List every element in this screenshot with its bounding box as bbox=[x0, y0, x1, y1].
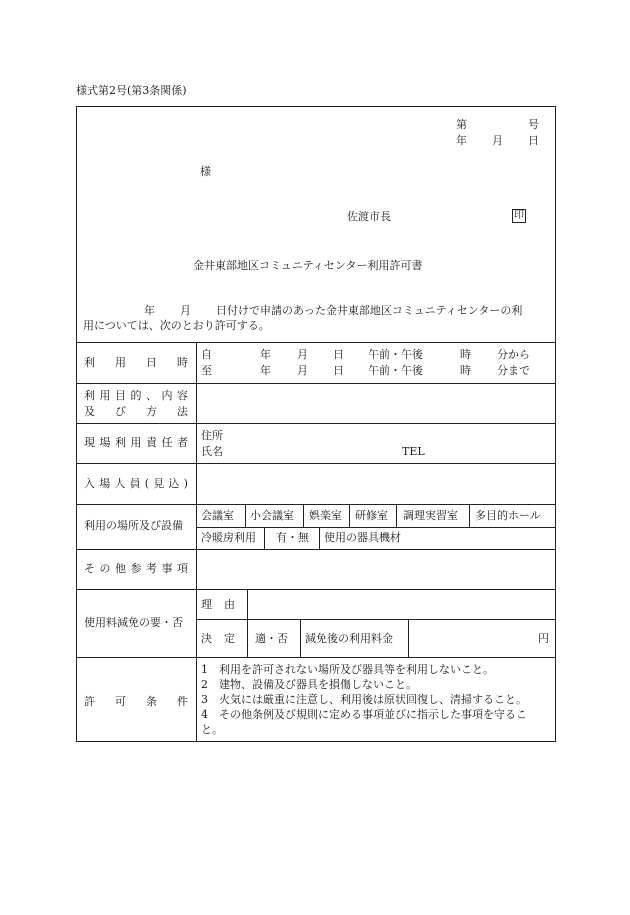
label-other bbox=[84, 562, 188, 576]
addressee-suffix: 様 bbox=[200, 165, 211, 178]
row-divider bbox=[76, 423, 556, 424]
issuer-name: 佐渡市長 bbox=[347, 210, 391, 223]
to-ampm: 午前・午後 bbox=[368, 364, 423, 377]
room-option: 多目的ホール bbox=[475, 509, 541, 522]
from-year: 年 bbox=[260, 348, 271, 361]
label-char: 項 bbox=[177, 562, 188, 575]
label-purpose-line1 bbox=[84, 389, 188, 403]
label-char: 可 bbox=[115, 695, 126, 708]
cell-divider bbox=[245, 504, 246, 527]
label-char: 任 bbox=[161, 436, 173, 449]
condition-item: 1 利用を許可されない場所及び器具等を利用しないこと。 bbox=[201, 663, 494, 676]
room-option: 娯楽室 bbox=[309, 509, 342, 522]
label-char: 条 bbox=[146, 695, 157, 708]
manager-address-label: 住所 bbox=[201, 429, 223, 442]
label-char: 及 bbox=[84, 405, 95, 418]
label-char: ) bbox=[183, 477, 188, 490]
label-manager bbox=[84, 436, 188, 450]
fee-reason-label: 理由 bbox=[201, 598, 247, 611]
label-char: 、 bbox=[146, 389, 157, 402]
row-divider bbox=[76, 504, 556, 505]
label-char: 件 bbox=[177, 695, 188, 708]
label-column-divider bbox=[196, 342, 197, 742]
cell-divider bbox=[303, 504, 304, 527]
label-char: 者 bbox=[177, 436, 188, 449]
form-code: 様式第2号(第3条関係) bbox=[76, 84, 187, 97]
label-char: 許 bbox=[84, 695, 95, 708]
from-suffix: 分から bbox=[497, 348, 530, 361]
label-usage-datetime bbox=[84, 356, 188, 370]
label-char: 場 bbox=[99, 436, 111, 449]
to-year: 年 bbox=[260, 364, 271, 377]
manager-tel-label: TEL bbox=[402, 445, 425, 458]
to-label: 至 bbox=[201, 364, 212, 377]
label-char: 用 bbox=[130, 436, 142, 449]
row-divider bbox=[76, 383, 556, 384]
label-attendees bbox=[84, 477, 188, 491]
condition-item: 3 火気には厳重に注意し、利用後は原状回復し、清掃すること。 bbox=[201, 693, 527, 706]
header-month: 月 bbox=[492, 134, 503, 147]
cell-divider bbox=[408, 619, 409, 657]
condition-item: 4 その他条例及び規則に定める事項並びに指示した事項を守るこ bbox=[201, 708, 527, 721]
row-divider bbox=[76, 549, 556, 550]
to-month: 月 bbox=[297, 364, 308, 377]
permit-form-box bbox=[76, 106, 556, 742]
intro-line2: 用については、次のとおり許可する。 bbox=[83, 319, 270, 332]
aircon-option: 有・無 bbox=[276, 531, 309, 544]
label-char: 考 bbox=[146, 562, 157, 575]
label-char: 人 bbox=[114, 477, 126, 490]
label-char: 場 bbox=[99, 477, 111, 490]
label-char: 法 bbox=[177, 405, 188, 418]
room-option: 小会議室 bbox=[250, 509, 294, 522]
to-hour: 時 bbox=[460, 364, 471, 377]
fee-decision-option: 適・否 bbox=[255, 632, 288, 645]
label-char: 的 bbox=[130, 389, 142, 402]
number-suffix: 号 bbox=[528, 118, 539, 131]
cell-divider bbox=[349, 504, 350, 527]
cell-divider bbox=[396, 504, 397, 527]
label-char: 内 bbox=[161, 389, 173, 402]
label-char: び bbox=[115, 405, 126, 418]
cell-divider bbox=[319, 527, 320, 549]
fee-decision-label: 決定 bbox=[201, 632, 247, 645]
label-char: 時 bbox=[177, 356, 188, 369]
to-day: 日 bbox=[333, 364, 344, 377]
row-divider bbox=[196, 619, 556, 620]
aircon-label: 冷暖房利用 bbox=[201, 531, 256, 544]
label-char: 見 bbox=[153, 477, 165, 490]
to-suffix: 分まで bbox=[497, 364, 530, 377]
cell-divider bbox=[264, 527, 265, 549]
label-char: 事 bbox=[161, 562, 173, 575]
from-hour: 時 bbox=[460, 348, 471, 361]
row-divider bbox=[76, 342, 556, 343]
seal-mark: 印 bbox=[514, 210, 524, 221]
intro-year: 年 bbox=[144, 304, 155, 317]
equipment-label: 使用の器具機材 bbox=[324, 531, 401, 544]
cell-divider bbox=[469, 504, 470, 527]
room-option: 研修室 bbox=[355, 509, 388, 522]
condition-item: 2 建物、設備及び器具を損傷しないこと。 bbox=[201, 678, 417, 691]
header-day: 日 bbox=[528, 134, 539, 147]
label-char: 方 bbox=[146, 405, 157, 418]
label-fee-exemption: 使用料減免の要・否 bbox=[84, 616, 183, 629]
intro-line1: 日付けで申請のあった金井東部地区コミュニティセンターの利 bbox=[216, 304, 523, 317]
cell-divider bbox=[247, 589, 248, 657]
row-divider bbox=[76, 463, 556, 464]
label-char: 員 bbox=[129, 477, 141, 490]
label-char: 用 bbox=[115, 356, 126, 369]
label-purpose-line2 bbox=[84, 405, 188, 419]
label-char: そ bbox=[84, 562, 95, 575]
from-label: 自 bbox=[201, 348, 212, 361]
from-ampm: 午前・午後 bbox=[368, 348, 423, 361]
manager-name-label: 氏名 bbox=[201, 445, 223, 458]
from-day: 日 bbox=[333, 348, 344, 361]
condition-item: と。 bbox=[201, 723, 223, 736]
row-divider bbox=[76, 657, 556, 658]
label-char: 用 bbox=[99, 389, 111, 402]
yen-unit: 円 bbox=[538, 632, 549, 645]
label-facilities: 利用の場所及び設備 bbox=[84, 519, 183, 532]
label-char: の bbox=[99, 562, 111, 575]
label-char: 参 bbox=[130, 562, 142, 575]
row-divider bbox=[196, 527, 556, 528]
label-char: 他 bbox=[115, 562, 126, 575]
label-char: 容 bbox=[177, 389, 188, 402]
cell-divider bbox=[300, 619, 301, 657]
room-option: 会議室 bbox=[201, 509, 234, 522]
number-prefix: 第 bbox=[456, 118, 467, 131]
label-char: 日 bbox=[146, 356, 157, 369]
header-year: 年 bbox=[456, 134, 467, 147]
label-char: 入 bbox=[84, 477, 95, 490]
reduced-fee-label: 減免後の利用料金 bbox=[305, 632, 393, 645]
label-char: 利 bbox=[84, 389, 95, 402]
label-char: 利 bbox=[84, 356, 95, 369]
label-char: 目 bbox=[115, 389, 126, 402]
room-option: 調理実習室 bbox=[403, 509, 458, 522]
label-char: ( bbox=[144, 477, 150, 490]
row-divider bbox=[76, 589, 556, 590]
from-month: 月 bbox=[297, 348, 308, 361]
intro-month: 月 bbox=[180, 304, 191, 317]
label-conditions bbox=[84, 695, 188, 709]
label-char: 現 bbox=[84, 436, 95, 449]
label-char: 責 bbox=[146, 436, 157, 449]
label-char: 利 bbox=[115, 436, 126, 449]
label-char: 込 bbox=[168, 477, 180, 490]
document-title: 金井東部地区コミュニティセンター利用許可書 bbox=[193, 259, 423, 272]
